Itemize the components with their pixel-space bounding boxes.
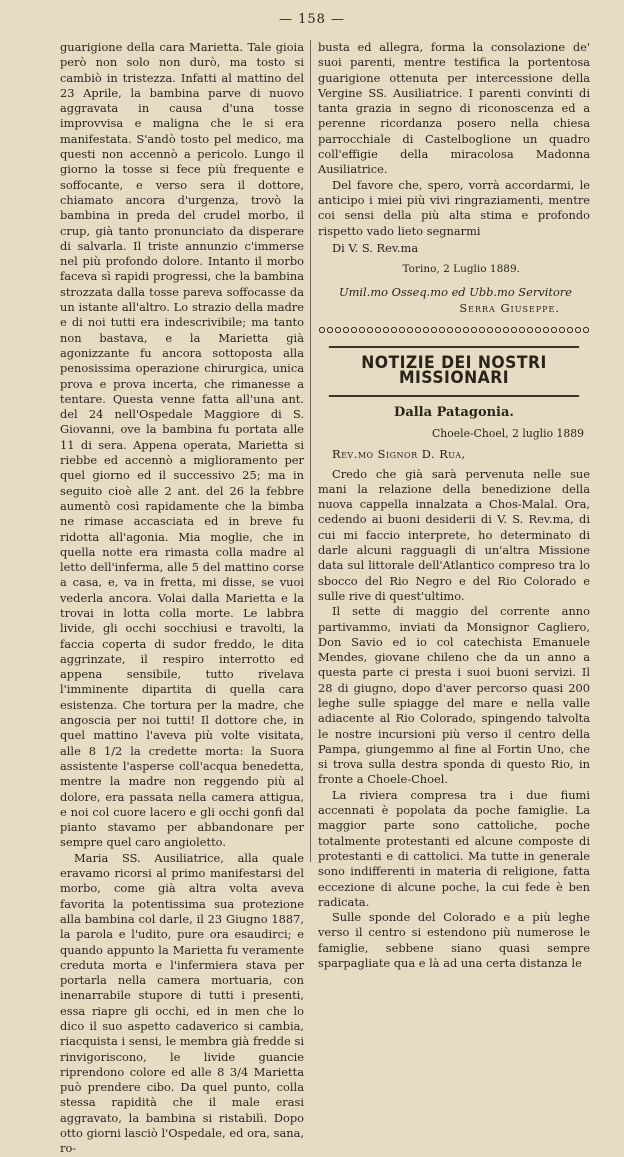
salutation: Rev.mo Signor D. Rua, [332, 447, 466, 462]
signature-name: Serra Giuseppe. [459, 300, 560, 315]
section-title: NOTIZIE DEI NOSTRI MISSIONARI [329, 346, 579, 397]
letter-paragraph: Il sette di maggio del corrente anno partivammo, inviati da Monsignor Cagliero, Don Savio ed io col catechista Emanuele Mendes, giovane chileno che da un anno a questa parte ci presta i suoi buoni servizi. Il 28 di giugno, dopo d'aver percorso quasi 200 leghe sulle spiagge del mare e nella valle adiacente al Rio Colorado, spingendo talvolta le nostre incursioni più verso il centro della Pampa, giungemmo al fine al Fortin Uno, che si trova sulla destra sponda di questo Rio, in fronte a Choele-Choel. [318, 604, 590, 787]
letter-paragraph: La riviera compresa tra i due fiumi accennati è popolata da poche famiglie. La maggior parte sono cattoliche, poche totalmente protestanti ed alcune composte di protestanti e di cattolici. Ma tutte in generale sono indifferenti in materia di religione, fatta eccezione di alcune poche, la cui fede è ben radicata. [318, 787, 590, 909]
sign-off: Di V. S. Rev.ma [332, 240, 419, 255]
column-divider [310, 40, 311, 862]
place-date: Torino, 2 Luglio 1889. [402, 263, 520, 276]
page-number: — 158 — [278, 12, 346, 27]
paragraph: Del favore che, spero, vorrà accordarmi, le anticipo i miei più vivi ringraziamenti, mentre coi sensi della più alta stima e profondo rispetto vado lieto segnarmi [318, 177, 590, 238]
closing-formula: Umil.mo Osseq.mo ed Ubb.mo Servitore [339, 285, 572, 300]
letter-paragraph: Credo che già sarà pervenuta nelle sue mani la relazione della benedizione della nuova cappella innalzata a Chos-Malal. Ora, cedendo ai buoni desiderii di V. S. Rev.ma, di cui mi faccio interprete, ho determinato di darle alcuni ragguagli di un'altra Missione data sul littorale dell'Atlantico compreso tra lo sbocco del Rio Negro e del Rio Colorado e sulle rive di quest'ultimo. [318, 466, 590, 603]
ornamental-rule [318, 326, 590, 334]
subheading: Dalla Patagonia. [394, 404, 514, 420]
paragraph: busta ed allegra, forma la consolazione de' suoi parenti, mentre testifica la portentosa guarigione ottenuta per intercessione della Vergine SS. Ausiliatrice. I parenti convinti di tanta grazia in segno di riconoscenza ed a perenne ricordanza posero nella chiesa parrocchiale di Castelboglione un quadro coll'effigie della miracolosa Madonna Ausiliatrice. [318, 40, 590, 177]
paragraph: guarigione della cara Marietta. Tale gioia però non solo non durò, ma tosto si cambiò in tristezza. Infatti al mattino del 23 Aprile, la bambina parve di nuovo aggravata in causa d'una tosse improvvisa e maligna che le si era manifestata. S'andò tosto pel medico, ma questi non accennò a pericolo. Lungo il giorno la tosse si fece più frequente e soffocante, e verso sera il dottore, chiamato ancora d'urgenza, trovò la bambina in preda del crudel morbo, il crup, già tanto pronunciato da disperare di salvarla. Il triste annunzio c'immerse nel più profondo dolore. Intanto il morbo faceva sì rapidi progressi, che la bambina strozzata dalla tosse pareva soffocasse da un istante all'altro. Lo strazio della madre e di noi tutti era indescrivibile; ma tanto non bastava, e la Marietta già agonizzante fu ancora sottoposta alla penosissima operazione chirurgica, unica prova e prova incerta, che rimanesse a tentare. Questa venne fatta all'una ant. del 24 nell'Ospedale Maggiore di S. Giovanni, ove la bambina fu portata alle 11 di sera. Appena operata, Marietta si riebbe ed accennò a miglioramento per quel giorno ed il successivo 25; ma in seguito cioè alle 2 ant. del 26 la febbre aumentò così rapidamente che la bimba ne rimase accasciata ed in breve fu ridotta all'agonia. Mia moglie, che in quella notte era rimasta colla madre al letto dell'inferma, alle 5 del mattino corse a casa, e, va in fretta, mi disse, se vuoi vederla ancora. Volai dalla Marietta e la trovai in lotta colla morte. Le labbra livide, gli occhi socchiusi e travolti, la faccia coperta di sudor freddo, le dita aggrinzate, il respiro interrotto ed appena sensibile, tutto rivelava l'imminente dipartita di quella cara esistenza. Che tortura per la madre, che angoscia per noi tutti! Il dottore che, in quel mattino l'aveva più volte visitata, alle 8 1/2 la credette morta: la Suora assistente l'asperse coll'acqua benedetta, mentre la madre non reggendo più al dolore, era passata nella camera attigua, e noi col cuore lacero e gli occhi gonfi dal pianto stavamo per abbandonare per sempre quel caro angioletto. [60, 40, 304, 850]
left-column [60, 40, 304, 1157]
letter-date: Choele-Choel, 2 luglio 1889 [432, 426, 584, 440]
paragraph: Maria SS. Ausiliatrice, alla quale eravamo ricorsi al primo manifestarsi del morbo, come già altra volta aveva favorita la potentissima sua protezione alla bambina col darle, il 23 Giugno 1887, la parola e l'udito, pure ora esaudirci; e quando appunto la Marietta fu veramente creduta morta e l'infermiera stava per portarla nella camera mortuaria, con inenarrabile stupore di tutti i presenti, essa riapre gli occhi, ed in men che lo dico il suo aspetto cadaverico si cambia, riacquista i sensi, le membra già fredde si rinvigoriscono, le livide guancie riprendono colore ed alle 8 3/4 Marietta può prendere cibo. Da quel punto, colla stessa rapidità che il male erasi aggravato, la bambina si ristabilì. Dopo otto giorni lasciò l'Ospedale, ed ora, sana, ro- [60, 850, 304, 1156]
letter-paragraph: Sulle sponde del Colorado e a più leghe verso il centro si estendono più numerose le famiglie, sebbene siano quasi sempre sparpagliate qua e là ad una certa distanza le [318, 910, 590, 971]
right-column [318, 40, 590, 971]
